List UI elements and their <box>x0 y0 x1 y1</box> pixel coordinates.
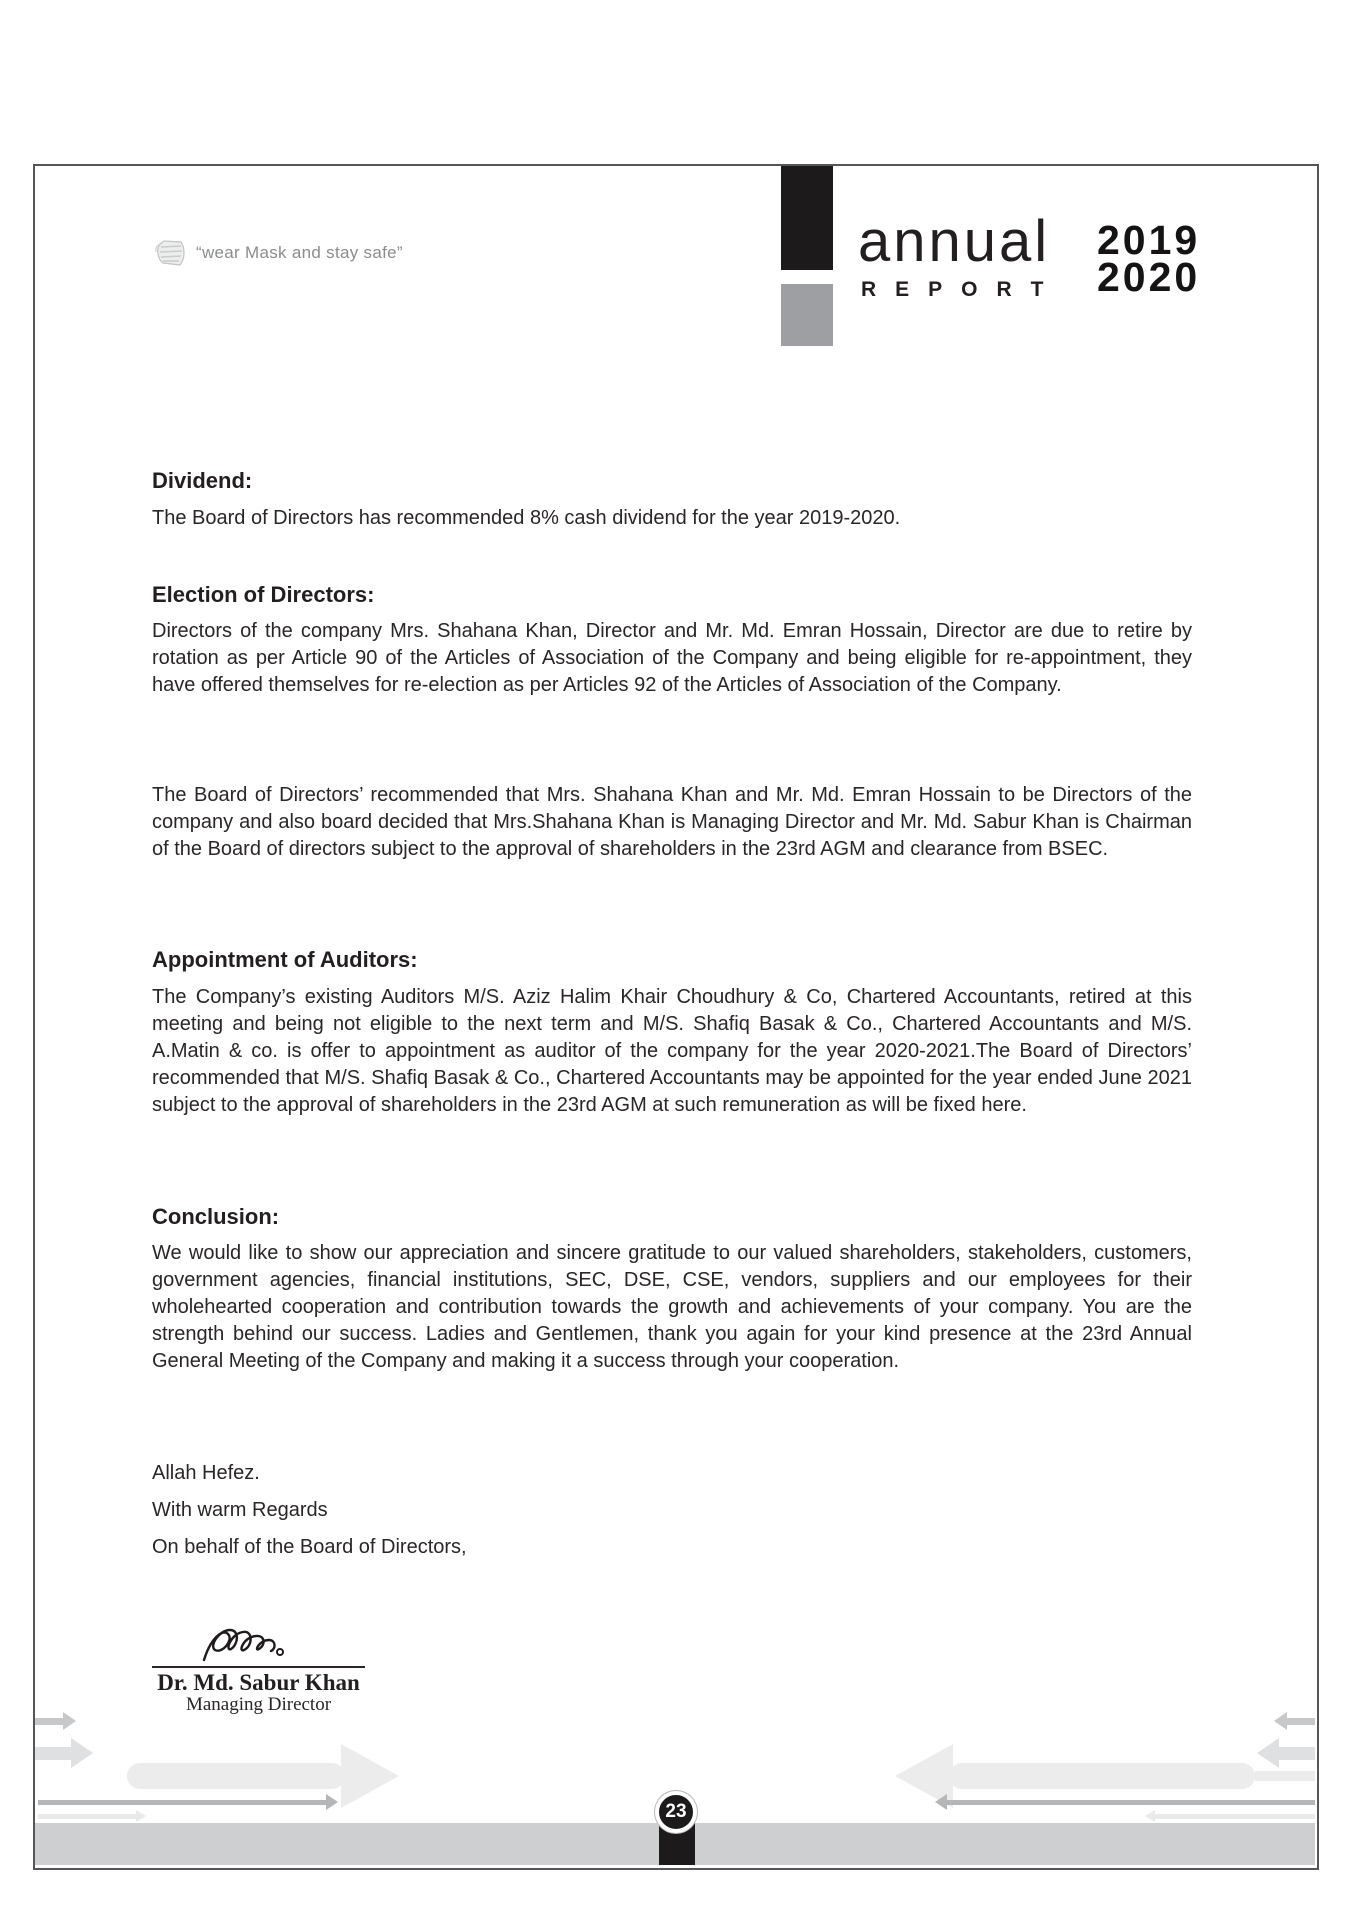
heading-dividend: Dividend: <box>152 468 253 493</box>
paragraph-dividend: The Board of Directors has recommended 8% cash dividend for the year 2019-2020. <box>152 507 901 529</box>
signatory-title: Managing Director <box>185 1694 332 1715</box>
heading-election-of-directors: Election of Directors: <box>152 582 375 607</box>
mask-icon <box>154 238 188 268</box>
signature-scribble <box>200 1624 295 1671</box>
logo-gray-bar <box>781 284 833 346</box>
logo-year-bottom: 2020 <box>1097 254 1201 300</box>
signature-line <box>152 1666 365 1668</box>
paragraph-election-2: The Board of Directors’ recommended that Mrs. Shahana Khan and Mr. Md. Emran Hossain to be Directors of the company and also board decided that Mrs.Shahana Khan is Managing Director and Mr. Md. Sabur Khan is Chairman of the Board of directors subject to the approval of shareholders in the 23rd AGM and clearance from BSEC. <box>152 784 1192 860</box>
logo-years <box>1097 217 1201 300</box>
logo-black-bar <box>781 166 833 270</box>
logo-subtitle: REPORT <box>861 278 1063 301</box>
paragraph-conclusion: We would like to show our appreciation and sincere gratitude to our valued shareholders, stakeholders, customers, government agencies, financial institutions, SEC, DSE, CSE, vendors, suppliers and our employees for their wholehearted cooperation and contribution towards the growth and achievements of your company. You are the strength behind our success. Ladies and Gentlemen, thank you again for your kind presence at the 23rd Annual General Meeting of the Company and making it a success through your cooperation. <box>152 1242 1192 1372</box>
mask-note-text: “wear Mask and stay safe” <box>196 243 403 262</box>
mask-safety-note <box>154 238 403 268</box>
paragraph-election-1: Directors of the company Mrs. Shahana Khan, Director and Mr. Md. Emran Hossain, Director are due to retire by rotation as per Article 90 of the Articles of Association of the Company and being eligible for re-appointment, they have offered themselves for re-election as per Articles 92 of the Articles of Association of the Company. <box>152 620 1192 696</box>
signatory-name: Dr. Md. Sabur Khan <box>157 1670 360 1695</box>
page-number: 23 <box>665 1801 687 1822</box>
logo-title: annual <box>858 209 1051 274</box>
logo-year-top: 2019 <box>1097 217 1201 263</box>
closing-line-2: With warm Regards <box>152 1499 328 1521</box>
heading-appointment-of-auditors: Appointment of Auditors: <box>152 947 418 972</box>
heading-conclusion: Conclusion: <box>152 1204 280 1229</box>
closing-line-1: Allah Hefez. <box>152 1462 260 1484</box>
page-number-badge <box>655 1791 697 1833</box>
paragraph-auditors: The Company’s existing Auditors M/S. Aziz Halim Khair Choudhury & Co, Chartered Accountants, retired at this meeting and being not eligible to the next term and M/S. Shafiq Basak & Co., Chartered Accountants and M/S. A.Matin & co. is offer to appointment as auditor of the company for the year 2020-2021.The Board of Directors’ recommended that M/S. Shafiq Basak & Co., Chartered Accountants may be appointed for the year ended June 2021 subject to the approval of shareholders in the 23rd AGM at such remuneration as will be fixed here. <box>152 986 1192 1116</box>
closing-line-3: On behalf of the Board of Directors, <box>152 1536 467 1558</box>
